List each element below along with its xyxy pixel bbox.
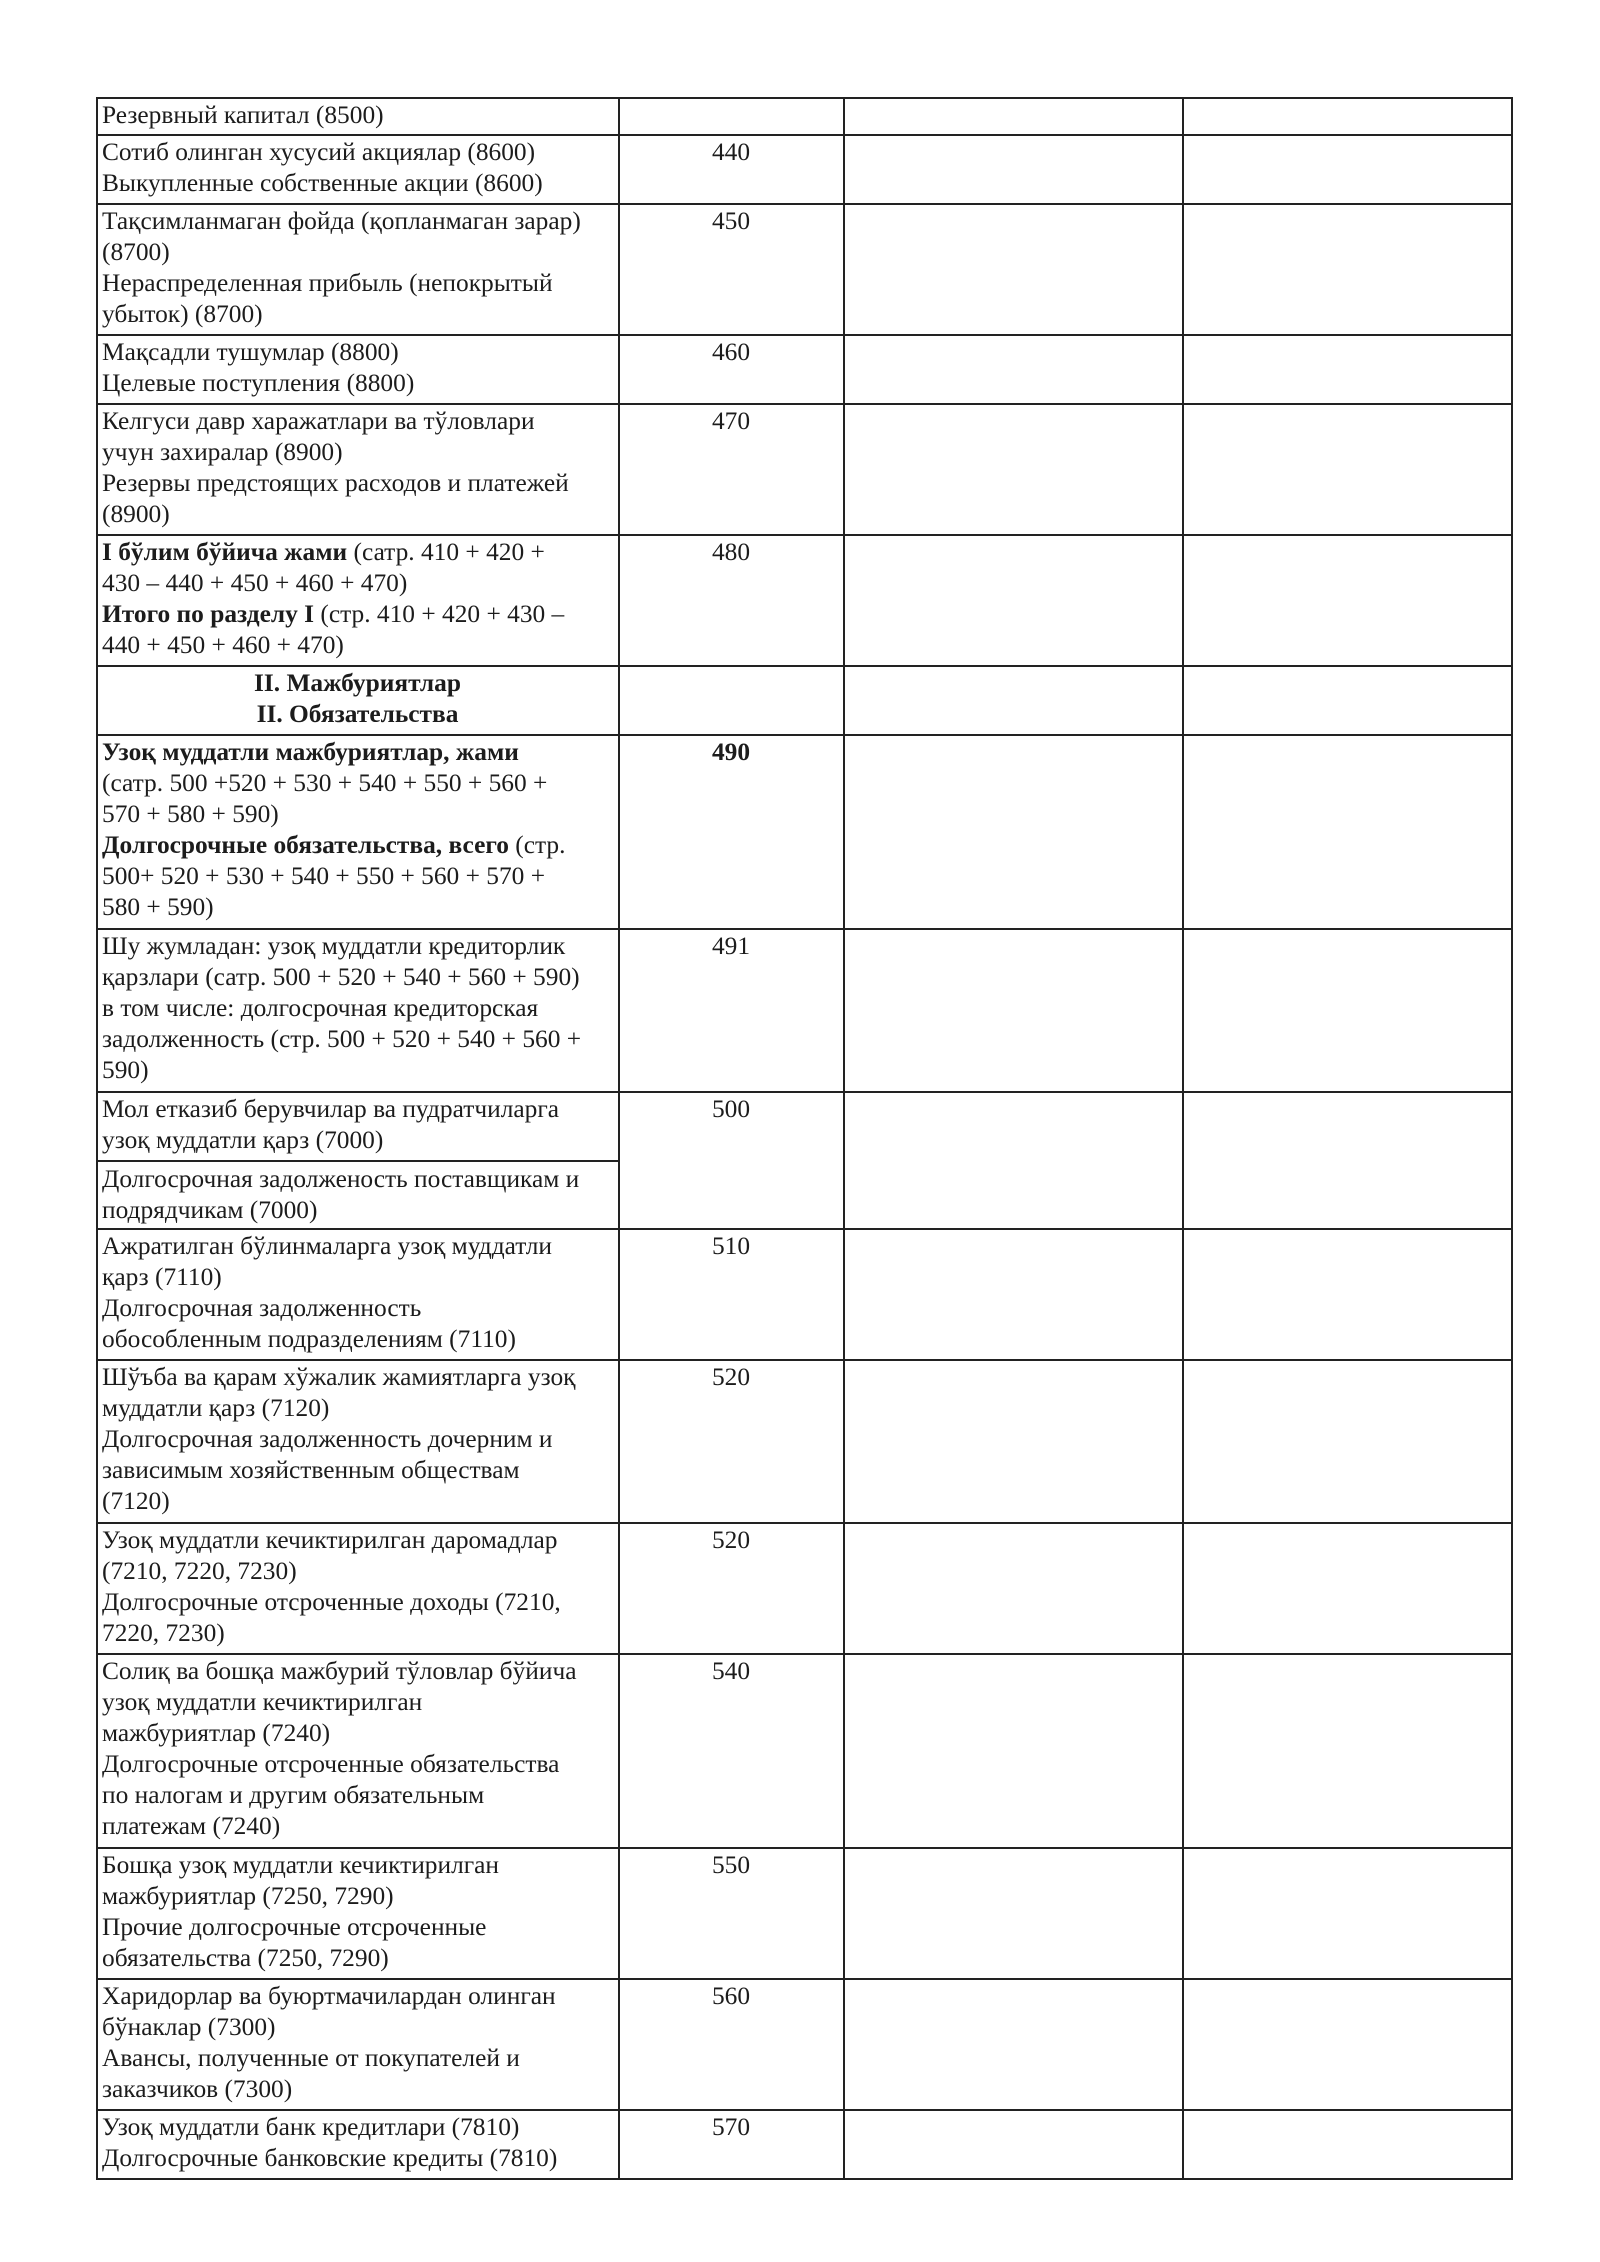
period-end-cell	[1183, 1979, 1512, 2110]
table-row	[97, 1848, 1512, 1979]
item-label-uz: Шўъба ва қарам хўжалик жамиятларга узоқ	[102, 1363, 576, 1391]
item-label-uz: мажбуриятлар (7250, 7290)	[102, 1882, 394, 1910]
item-label-ru: платежам (7240)	[102, 1812, 281, 1840]
period-start-cell	[844, 404, 1183, 535]
line-code-cell	[619, 1979, 844, 2110]
period-start-cell	[844, 1654, 1183, 1848]
line-code: 520	[711, 1526, 751, 1554]
item-name-cell	[97, 1654, 619, 1848]
item-name-cell	[97, 929, 619, 1092]
item-label-uz: қарзлари (сатр. 500 + 520 + 540 + 560 + 590)	[102, 963, 580, 991]
section-heading-row	[97, 666, 1512, 735]
line-code-cell	[619, 735, 844, 929]
line-code-cell	[619, 335, 844, 404]
total-label-uz-bold: I бўлим бўйича жами	[102, 538, 348, 566]
item-label-ru: Долгосрочная задолженость поставщикам и	[102, 1165, 580, 1193]
item-label-ru: Нераспределенная прибыль (непокрытый	[102, 269, 553, 297]
line-code-cell	[619, 404, 844, 535]
line-code: 510	[711, 1232, 751, 1260]
total-formula-ru: 440 + 450 + 460 + 470)	[102, 631, 344, 659]
line-code: 540	[711, 1657, 751, 1685]
line-code-cell	[619, 1654, 844, 1848]
table-row	[97, 98, 1512, 135]
period-end-cell	[1183, 135, 1512, 204]
item-label-ru: Долгосрочная задолженность	[102, 1294, 422, 1322]
cell-divider	[98, 1160, 618, 1162]
item-name-cell	[97, 535, 619, 666]
total-label-ru	[102, 599, 613, 630]
item-label-uz: Келгуси давр харажатлари ва тўловлари	[102, 407, 535, 435]
table-row	[97, 1523, 1512, 1654]
period-end-cell	[1183, 1848, 1512, 1979]
total-formula-uz: 430 – 440 + 450 + 460 + 470)	[102, 569, 408, 597]
item-label-uz: Узоқ муддатли кечиктирилган даромадлар	[102, 1526, 558, 1554]
total-label-uz	[102, 537, 613, 568]
item-label-uz: (7210, 7220, 7230)	[102, 1557, 297, 1585]
period-end-cell	[1183, 1360, 1512, 1523]
line-code-cell	[619, 98, 844, 135]
line-code: 450	[711, 207, 751, 235]
total-label-ru	[102, 830, 613, 861]
line-code-cell	[619, 1229, 844, 1360]
total-formula-ru: (стр.	[508, 831, 566, 859]
period-start-cell	[844, 2110, 1183, 2179]
line-code-cell	[619, 135, 844, 204]
period-start-cell	[844, 929, 1183, 1092]
item-name-cell	[97, 1523, 619, 1654]
line-code-cell	[619, 1848, 844, 1979]
item-name-cell	[97, 135, 619, 204]
line-code-cell	[619, 1523, 844, 1654]
line-code: 480	[711, 538, 751, 566]
line-code: 470	[711, 407, 751, 435]
item-label-ru: заказчиков (7300)	[102, 2075, 293, 2103]
item-label-uz: узоқ муддатли қарз (7000)	[102, 1126, 384, 1154]
period-end-cell	[1183, 204, 1512, 335]
table-row	[97, 1229, 1512, 1360]
table-row	[97, 1654, 1512, 1848]
item-label-ru: в том числе: долгосрочная кредиторская	[102, 994, 539, 1022]
section-heading-ru: II. Обязательства	[256, 700, 459, 728]
item-name-cell	[97, 1229, 619, 1360]
total-formula-uz: 570 + 580 + 590)	[102, 800, 279, 828]
table-row	[97, 1092, 1512, 1229]
item-label-uz: Харидорлар ва буюртмачилардан олинган	[102, 1982, 556, 2010]
total-formula-ru: 580 + 590)	[102, 893, 214, 921]
period-end-cell	[1183, 335, 1512, 404]
period-start-cell	[844, 535, 1183, 666]
balance-sheet-page	[96, 97, 1511, 2180]
total-formula-uz: (сатр. 410 + 420 +	[347, 538, 545, 566]
period-start-cell	[844, 98, 1183, 135]
item-label-ru: Долгосрочные отсроченные обязательства	[102, 1750, 560, 1778]
period-start-cell	[844, 1360, 1183, 1523]
item-label-uz: Тақсимланмаган фойда (қопланмаган зарар)	[102, 207, 581, 235]
table-row-total-section-1	[97, 535, 1512, 666]
item-label-ru: Прочие долгосрочные отсроченные	[102, 1913, 487, 1941]
line-code-cell	[619, 2110, 844, 2179]
period-start-cell	[844, 1229, 1183, 1360]
item-name-cell	[97, 2110, 619, 2179]
item-label-ru: 590)	[102, 1056, 149, 1084]
item-label-ru: (8900)	[102, 500, 170, 528]
item-label-uz: Ажратилган бўлинмаларга узоқ муддатли	[102, 1232, 552, 1260]
line-code: 460	[711, 338, 751, 366]
item-name-cell	[97, 404, 619, 535]
period-end-cell	[1183, 98, 1512, 135]
item-label-ru: по налогам и другим обязательным	[102, 1781, 485, 1809]
item-label-uz: Узоқ муддатли банк кредитлари (7810)	[102, 2113, 520, 2141]
period-end-cell	[1183, 535, 1512, 666]
period-start-cell	[844, 1848, 1183, 1979]
period-end-cell	[1183, 2110, 1512, 2179]
line-code-cell	[619, 1360, 844, 1523]
section-heading-cell	[97, 666, 619, 735]
item-label-uz: бўнаклар (7300)	[102, 2013, 276, 2041]
item-label-ru: Целевые поступления (8800)	[102, 369, 415, 397]
item-label-ru: (7120)	[102, 1487, 170, 1515]
total-label-uz	[102, 737, 613, 768]
item-label-uz: қарз (7110)	[102, 1263, 222, 1291]
period-start-cell	[844, 666, 1183, 735]
item-label-uz: мажбуриятлар (7240)	[102, 1719, 331, 1747]
item-label-ru: задолженность (стр. 500 + 520 + 540 + 560 +	[102, 1025, 582, 1053]
item-name-cell	[97, 1360, 619, 1523]
line-code-cell	[619, 929, 844, 1092]
table-row	[97, 335, 1512, 404]
item-label-uz: Мақсадли тушумлар (8800)	[102, 338, 399, 366]
table-row	[97, 204, 1512, 335]
period-end-cell	[1183, 1523, 1512, 1654]
table-row	[97, 1360, 1512, 1523]
balance-sheet-table	[96, 97, 1513, 2180]
line-code: 520	[711, 1363, 751, 1391]
period-end-cell	[1183, 735, 1512, 929]
line-code-cell	[619, 1092, 844, 1229]
table-row	[97, 135, 1512, 204]
item-label-ru: обособленным подразделениям (7110)	[102, 1325, 516, 1353]
table-row	[97, 929, 1512, 1092]
item-label-uz: Шу жумладан: узоқ муддатли кредиторлик	[102, 932, 566, 960]
item-label-uz: муддатли қарз (7120)	[102, 1394, 330, 1422]
line-code: 440	[711, 138, 751, 166]
period-start-cell	[844, 1523, 1183, 1654]
item-name-cell	[97, 1979, 619, 2110]
total-formula-uz: (сатр. 500 +520 + 530 + 540 + 550 + 560 +	[102, 769, 548, 797]
item-label-uz: Мол етказиб берувчилар ва пудратчиларга	[102, 1095, 560, 1123]
line-code: 500	[711, 1095, 751, 1123]
item-label-ru: Долгосрочная задолженность дочерним и	[102, 1425, 553, 1453]
line-code-cell	[619, 666, 844, 735]
line-code: 490	[711, 738, 751, 766]
section-heading-uz: II. Мажбуриятлар	[253, 669, 461, 697]
total-label-ru-bold: Долгосрочные обязательства, всего	[102, 831, 509, 859]
period-end-cell	[1183, 1654, 1512, 1848]
period-end-cell	[1183, 1092, 1512, 1229]
line-code: 491	[711, 932, 751, 960]
item-label-ru: 7220, 7230)	[102, 1619, 225, 1647]
item-name-cell	[97, 1848, 619, 1979]
item-label-ru: убыток) (8700)	[102, 300, 263, 328]
item-label-uz: учун захиралар (8900)	[102, 438, 343, 466]
period-start-cell	[844, 204, 1183, 335]
table-row	[97, 404, 1512, 535]
table-row	[97, 1979, 1512, 2110]
total-formula-ru: (стр. 410 + 420 + 430 –	[314, 600, 565, 628]
period-end-cell	[1183, 929, 1512, 1092]
total-label-ru-bold: Итого по разделу I	[102, 600, 315, 628]
item-label-ru: зависимым хозяйственным обществам	[102, 1456, 520, 1484]
item-label-uz: Солиқ ва бошқа мажбурий тўловлар бўйича	[102, 1657, 577, 1685]
item-label-ru: Долгосрочные банковские кредиты (7810)	[102, 2144, 558, 2172]
line-code-cell	[619, 535, 844, 666]
line-code: 560	[711, 1982, 751, 2010]
item-name-cell	[97, 204, 619, 335]
period-start-cell	[844, 135, 1183, 204]
item-label-uz: Сотиб олинган хусусий акциялар (8600)	[102, 138, 536, 166]
period-end-cell	[1183, 666, 1512, 735]
total-label-uz-bold: Узоқ муддатли мажбуриятлар, жами	[102, 738, 519, 766]
total-formula-ru: 500+ 520 + 530 + 540 + 550 + 560 + 570 +	[102, 862, 546, 890]
period-end-cell	[1183, 404, 1512, 535]
item-label-ru: Авансы, полученные от покупателей и	[102, 2044, 520, 2072]
line-code-cell	[619, 204, 844, 335]
item-name-cell	[97, 1092, 619, 1229]
item-label-uz: узоқ муддатли кечиктирилган	[102, 1688, 423, 1716]
period-start-cell	[844, 335, 1183, 404]
table-row	[97, 2110, 1512, 2179]
line-code: 550	[711, 1851, 751, 1879]
item-label-uz: Бошқа узоқ муддатли кечиктирилган	[102, 1851, 500, 1879]
item-name-cell	[97, 335, 619, 404]
period-end-cell	[1183, 1229, 1512, 1360]
period-start-cell	[844, 735, 1183, 929]
item-label-ru: подрядчикам (7000)	[102, 1196, 318, 1224]
item-label-ru: обязательства (7250, 7290)	[102, 1944, 389, 1972]
item-label-uz: (8700)	[102, 238, 170, 266]
period-start-cell	[844, 1979, 1183, 2110]
period-start-cell	[844, 1092, 1183, 1229]
item-label: Резервный капитал (8500)	[102, 101, 384, 129]
item-name-cell	[97, 98, 619, 135]
item-name-cell	[97, 735, 619, 929]
item-label-ru: Долгосрочные отсроченные доходы (7210,	[102, 1588, 561, 1616]
item-label-ru: Выкупленные собственные акции (8600)	[102, 169, 543, 197]
table-row-total-long-term	[97, 735, 1512, 929]
item-label-ru: Резервы предстоящих расходов и платежей	[102, 469, 569, 497]
line-code: 570	[711, 2113, 751, 2141]
